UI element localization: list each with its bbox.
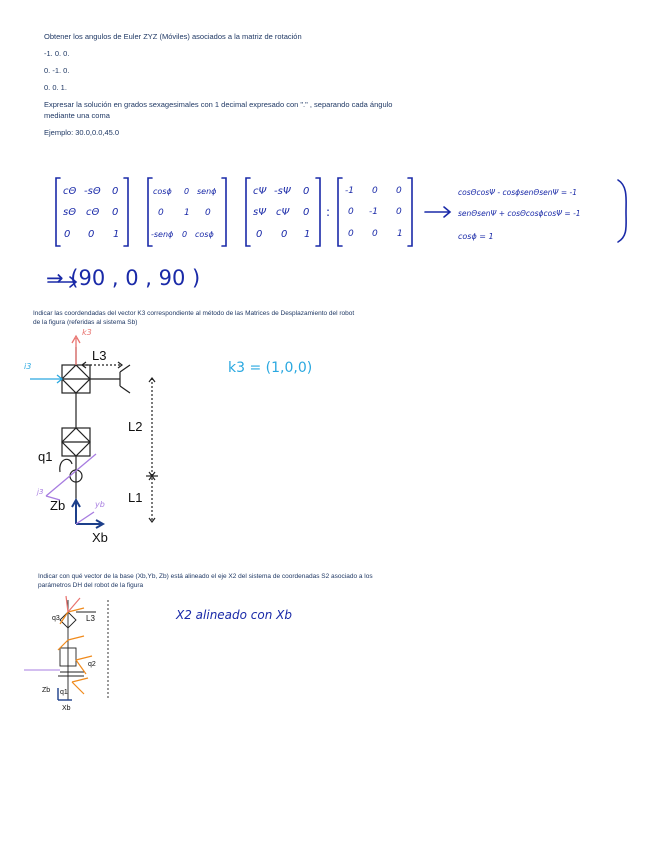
m4-cell: -1 [345,186,354,196]
m3-cell: 0 [256,229,263,240]
m2-cell: -senϕ [151,230,174,239]
m1-cell: -sΘ [84,186,101,197]
m3-cell: sΨ [253,207,267,218]
m1-cell: cΘ [86,207,100,218]
k3-axis-label: k3 [82,328,92,337]
l3-label: L3 [92,348,107,363]
m4-cell: 0 [372,186,378,196]
m1-cell: 0 [112,207,119,218]
m2-cell: 0 [184,187,190,196]
equation-3: cosϕ = 1 [458,232,494,241]
equation-1: cosΘcosΨ - cosϕsenΘsenΨ = -1 [458,188,577,197]
m2-cell: 0 [182,230,188,239]
m4-cell: 1 [397,229,403,239]
m3-cell: 0 [303,207,310,218]
m2-cell: cosϕ [195,230,214,239]
diagram2-xb-label: Xb [62,705,71,712]
m3-cell: 1 [304,229,311,240]
m2-cell: 0 [205,208,211,218]
diagram2-q2-label: q2 [88,661,96,668]
m3-cell: cΨ [253,186,267,197]
xb-label: Xb [92,530,108,545]
m1-cell: 0 [112,186,119,197]
diagram2-q3-label: q3 [52,615,60,622]
m3-cell: 0 [303,186,310,197]
matrix-row-1: -1. 0. 0. [44,49,70,58]
m1-cell: sΘ [63,207,77,218]
diagram2-l3-label: L3 [86,614,95,623]
m1-cell: 0 [88,229,95,240]
problem3-title-line-2: parámetros DH del robot de la figura [38,582,144,589]
i3-axis-label: i3 [24,362,32,371]
m4-cell: 0 [396,207,402,217]
equation-2: senΘsenΨ + cosΘcosϕcosΨ = -1 [458,209,581,218]
equals-sign: : [326,205,331,219]
m2-cell: cosϕ [153,187,172,196]
m1-cell: cΘ [63,186,77,197]
m4-cell: 0 [348,229,354,239]
m2-cell: 0 [158,208,164,218]
m3-cell: -sΨ [274,186,291,197]
l1-label: L1 [128,490,143,505]
m4-cell: 0 [348,207,354,217]
diagram2-q1-label: q1 [60,689,68,696]
x2-answer: X2 alineado con Xb [176,608,293,622]
q1-label: q1 [38,449,53,464]
problem3-title-line-1: Indicar con qué vector de la base (Xb,Yb, Zb) está alineado el eje X2 del sistema de coordenadas S2 asociado a los [38,573,373,580]
m1-cell: 0 [64,229,71,240]
j3-axis-label: j3 [37,488,44,496]
instruction-line-2: mediante una coma [44,111,110,120]
yb-label: yb [95,500,105,509]
zb-label: Zb [50,498,66,513]
m4-cell: 0 [372,229,378,239]
m2-cell: 1 [184,208,190,218]
m2-cell: senϕ [197,187,217,196]
m4-cell: -1 [369,207,378,217]
matrix-row-2: 0. -1. 0. [44,66,70,75]
problem2-title-line-1: Indicar las coordendadas del vector K3 correspondiente al método de las Matrices de Desplazamiento del robot [33,310,355,317]
matrix-row-3: 0. 0. 1. [44,83,67,92]
diagram2-zb-label: Zb [42,687,51,694]
m3-cell: 0 [281,229,288,240]
m1-cell: 1 [113,229,120,240]
euler-answer: → (90 , 0 , 90 ) [46,266,201,290]
problem2-title-line-2: de la figura (referidas al sistema Sb) [33,319,138,326]
m4-cell: 0 [396,186,402,196]
example-text: Ejemplo: 30.0,0.0,45.0 [44,128,120,137]
m3-cell: cΨ [276,207,290,218]
k3-answer: k3 = (1,0,0) [228,360,313,376]
instruction-line-1: Expresar la solución en grados sexagesimales con 1 decimal expresado con "." , separando cada ángulo [44,100,393,109]
problem1-title: Obtener los angulos de Euler ZYZ (Móviles) asociados a la matriz de rotación [44,32,302,41]
l2-label: L2 [128,419,143,434]
